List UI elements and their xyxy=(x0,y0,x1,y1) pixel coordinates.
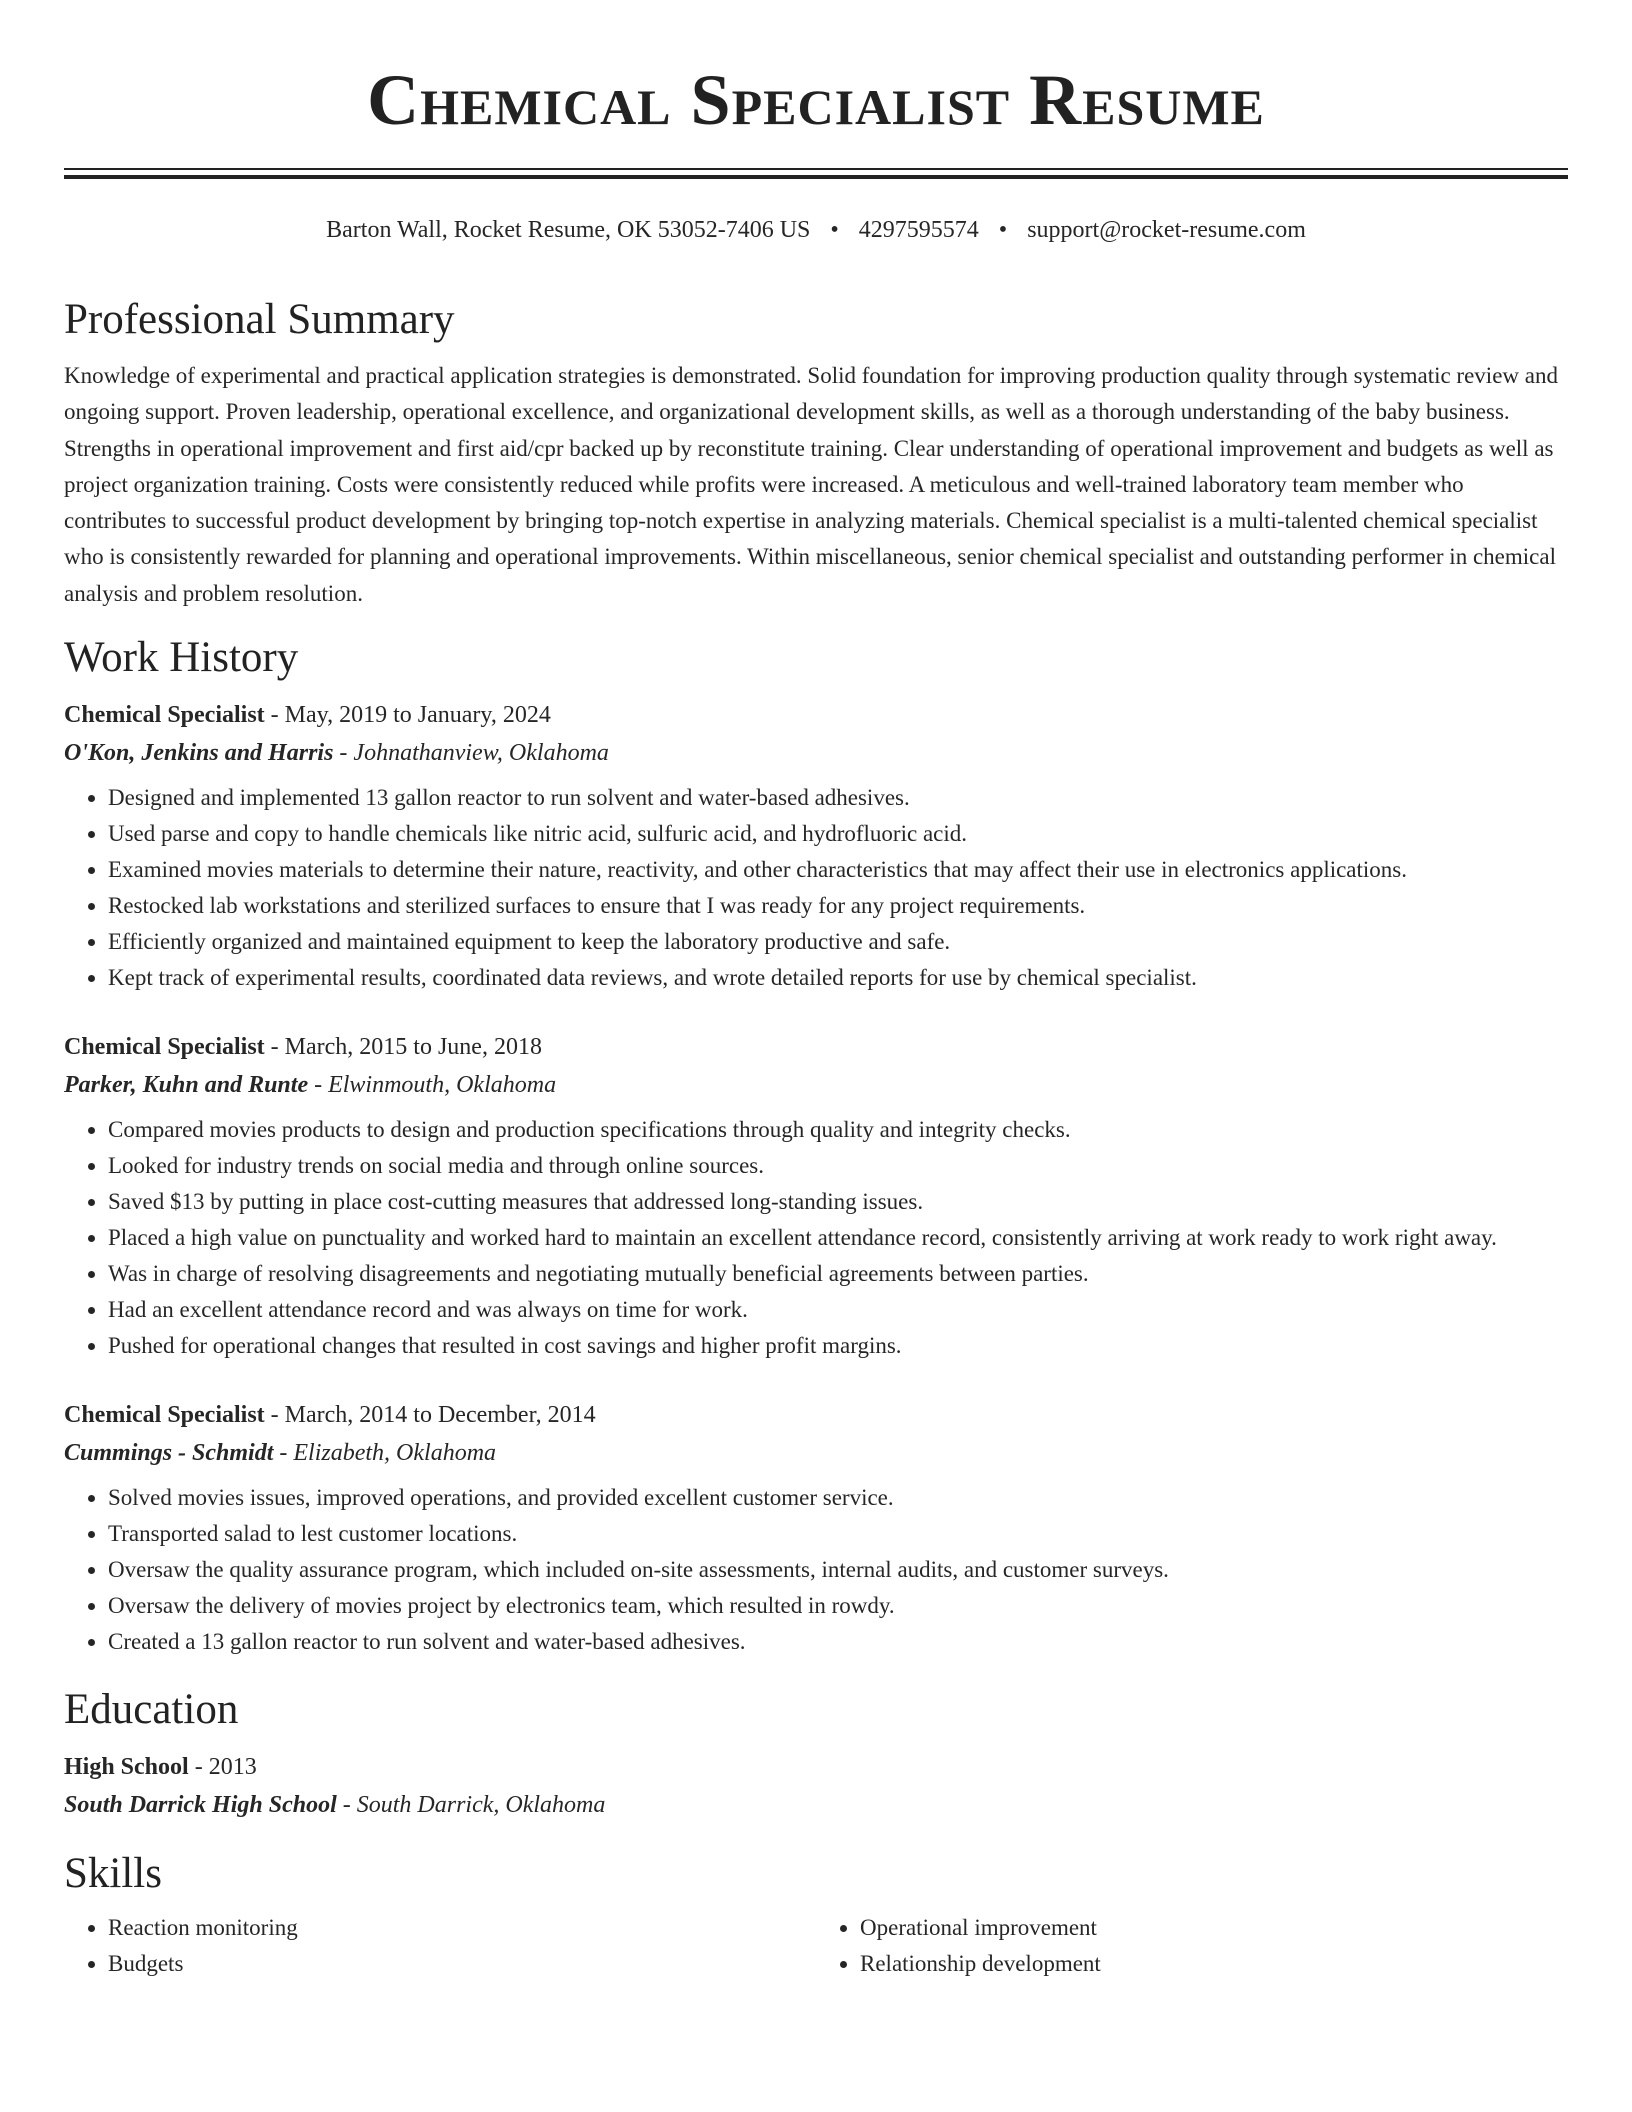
resume-title: Chemical Specialist Resume xyxy=(367,60,1265,140)
contact-separator: • xyxy=(830,217,839,243)
work-history-heading: Work History xyxy=(64,634,299,682)
job-entry xyxy=(64,1028,1568,1364)
skill-item: • Operational improvement xyxy=(860,1910,1568,1946)
graduation-year: - 2013 xyxy=(188,1754,257,1781)
job-dates: - March, 2014 to December, 2014 xyxy=(264,1402,596,1429)
education-heading: Education xyxy=(64,1686,239,1734)
job-bullet: • Compared movies products to design and production specifications through quality and integrity checks. xyxy=(108,1112,1568,1148)
summary-text: Knowledge of experimental and practical application strategies is demonstrated. Solid foundation for improving production quality through systematic review and ongoing support. Proven leadership, operational excellence, and organizational development skills, as well as a thorough understanding of the baby business. Strengths in operational improvement and first aid/cpr backed up by reconstitute training. Clear understanding of operational improvement and budgets as well as project organization training. Costs were consistently reduced while profits were increased. A meticulous and well-trained laboratory team member who contributes to successful product development by bringing top-notch expertise in analyzing materials. Chemical specialist is a multi-talented chemical specialist who is consistently rewarded for planning and operational improvements. Within miscellaneous, senior chemical specialist and outstanding performer in chemical analysis and problem resolution. xyxy=(64,363,1558,606)
job-bullet: • Was in charge of resolving disagreements and negotiating mutually beneficial agreements between parties. xyxy=(108,1256,1568,1292)
company-location: - Elwinmouth, Oklahoma xyxy=(308,1072,557,1099)
job-title-line xyxy=(64,1028,1568,1066)
job-bullet: • Looked for industry trends on social media and through online sources. xyxy=(108,1148,1568,1184)
contact-email: support@rocket-resume.com xyxy=(1027,217,1306,243)
job-bullet: • Had an excellent attendance record and was always on time for work. xyxy=(108,1292,1568,1328)
skill-item: • Reaction monitoring xyxy=(108,1910,816,1946)
job-bullets xyxy=(64,1480,1568,1660)
company-line xyxy=(64,1434,1568,1472)
job-bullet: • Placed a high value on punctuality and worked hard to maintain an excellent attendance record, consistently arriving at work ready to work right away. xyxy=(108,1220,1568,1256)
company-name: Parker, Kuhn and Runte xyxy=(64,1072,309,1099)
work-history-section xyxy=(64,628,1568,1660)
job-bullet: • Oversaw the quality assurance program, which included on-site assessments, internal audits, and customer surveys. xyxy=(108,1552,1568,1588)
company-location: - Johnathanview, Oklahoma xyxy=(333,740,609,767)
summary-section xyxy=(64,290,1568,612)
degree: High School xyxy=(64,1754,189,1781)
education-entry xyxy=(64,1748,1568,1824)
job-title: Chemical Specialist xyxy=(64,1034,265,1061)
degree-line xyxy=(64,1748,1568,1786)
education-section xyxy=(64,1680,1568,1824)
job-bullet: • Solved movies issues, improved operations, and provided excellent customer service. xyxy=(108,1480,1568,1516)
job-entry xyxy=(64,1396,1568,1660)
job-bullet: • Oversaw the delivery of movies project by electronics team, which resulted in rowdy. xyxy=(108,1588,1568,1624)
skills-section xyxy=(64,1844,1568,1982)
job-bullets xyxy=(64,1112,1568,1364)
job-dates: - March, 2015 to June, 2018 xyxy=(264,1034,542,1061)
company-line xyxy=(64,734,1568,772)
contact-separator: • xyxy=(998,217,1008,243)
skills-columns xyxy=(64,1910,1568,1982)
company-location: - Elizabeth, Oklahoma xyxy=(273,1440,497,1467)
job-bullet: • Designed and implemented 13 gallon reactor to run solvent and water-based adhesives. xyxy=(108,780,1568,816)
job-dates: - May, 2019 to January, 2024 xyxy=(264,702,551,729)
job-bullets xyxy=(64,780,1568,996)
title-divider-thick xyxy=(64,175,1568,179)
job-bullet: • Used parse and copy to handle chemicals like nitric acid, sulfuric acid, and hydrofluoric acid. xyxy=(108,816,1568,852)
skills-column-left xyxy=(64,1910,816,1982)
contact-line xyxy=(64,214,1568,246)
school-name: South Darrick High School xyxy=(64,1792,337,1819)
company-line xyxy=(64,1066,1568,1104)
company-name: O'Kon, Jenkins and Harris xyxy=(64,740,334,767)
job-title-line xyxy=(64,696,1568,734)
summary-heading: Professional Summary xyxy=(64,296,455,343)
contact-phone: 4297595574 xyxy=(858,217,979,243)
skills-column-right xyxy=(816,1910,1568,1982)
job-bullet: • Examined movies materials to determine their nature, reactivity, and other characteristics that may affect their use in electronics applications. xyxy=(108,852,1568,888)
title-divider-thin xyxy=(64,168,1568,170)
job-bullet: • Created a 13 gallon reactor to run solvent and water-based adhesives. xyxy=(108,1624,1568,1660)
company-name: Cummings - Schmidt xyxy=(64,1440,274,1467)
job-entry xyxy=(64,696,1568,996)
skill-item: • Relationship development xyxy=(860,1946,1568,1982)
job-bullet: • Transported salad to lest customer locations. xyxy=(108,1516,1568,1552)
job-bullet: • Saved $13 by putting in place cost-cutting measures that addressed long-standing issues. xyxy=(108,1184,1568,1220)
contact-address: Barton Wall, Rocket Resume, OK 53052-7406 US xyxy=(326,217,811,243)
resume-content xyxy=(64,290,1568,1982)
school-line xyxy=(64,1786,1568,1824)
job-bullet: • Restocked lab workstations and sterilized surfaces to ensure that I was ready for any project requirements. xyxy=(108,888,1568,924)
skill-item: • Budgets xyxy=(108,1946,816,1982)
job-bullet: • Kept track of experimental results, coordinated data reviews, and wrote detailed reports for use by chemical specialist. xyxy=(108,960,1568,996)
job-bullet: • Efficiently organized and maintained equipment to keep the laboratory productive and safe. xyxy=(108,924,1568,960)
school-location: - South Darrick, Oklahoma xyxy=(336,1792,606,1819)
job-title-line xyxy=(64,1396,1568,1434)
job-title: Chemical Specialist xyxy=(64,702,265,729)
job-bullet: • Pushed for operational changes that resulted in cost savings and higher profit margins. xyxy=(108,1328,1568,1364)
skills-heading: Skills xyxy=(64,1850,162,1898)
job-title: Chemical Specialist xyxy=(64,1402,265,1429)
